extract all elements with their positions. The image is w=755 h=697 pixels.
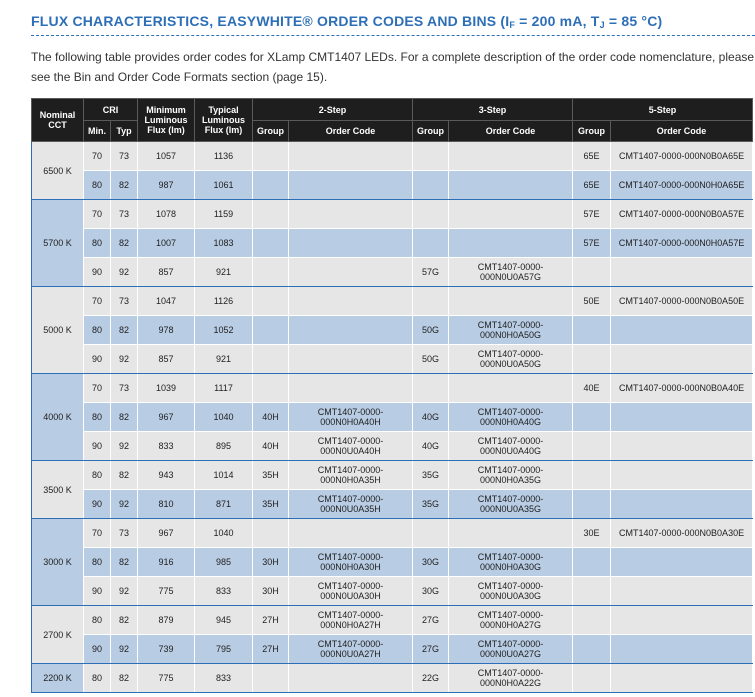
table-row — [32, 287, 753, 316]
cell-cri-min: 70 — [84, 142, 111, 171]
cell-cri-min: 90 — [84, 577, 111, 606]
cell-2-step-order-code: CMT1407-0000-000N0H0A35H — [289, 461, 413, 490]
cell-5-step-group — [573, 635, 611, 664]
cell-nominal-cct: 2700 K — [32, 606, 84, 664]
cell-3-step-order-code: CMT1407-0000-000N0H0A30G — [449, 548, 573, 577]
cell-5-step-order-code — [611, 490, 753, 519]
header-3-step: 3-Step — [413, 99, 573, 121]
cell-cri-min: 90 — [84, 258, 111, 287]
cell-5-step-order-code: CMT1407-0000-000N0B0A30E — [611, 519, 753, 548]
cell-2-step-group: 35H — [253, 490, 289, 519]
cell-3-step-group — [413, 200, 449, 229]
cell-cri-typ: 82 — [111, 548, 138, 577]
cell-min-flux: 879 — [138, 606, 195, 635]
cell-min-flux: 967 — [138, 403, 195, 432]
cell-cri-min: 90 — [84, 635, 111, 664]
cell-5-step-group: 40E — [573, 374, 611, 403]
table-row — [32, 461, 753, 490]
cell-min-flux: 1057 — [138, 142, 195, 171]
header-3-step-group: Group — [413, 121, 449, 142]
cell-typ-flux: 1083 — [195, 229, 253, 258]
table-row — [32, 664, 753, 693]
cell-min-flux: 857 — [138, 345, 195, 374]
cell-3-step-order-code: CMT1407-0000-000N0H0A27G — [449, 606, 573, 635]
cell-5-step-order-code: CMT1407-0000-000N0H0A57E — [611, 229, 753, 258]
cell-min-flux: 967 — [138, 519, 195, 548]
cell-3-step-group: 57G — [413, 258, 449, 287]
cell-cri-min: 80 — [84, 461, 111, 490]
cell-5-step-group — [573, 577, 611, 606]
cell-2-step-order-code: CMT1407-0000-000N0U0A30H — [289, 577, 413, 606]
cell-typ-flux: 1014 — [195, 461, 253, 490]
cell-3-step-group — [413, 287, 449, 316]
table-row — [32, 171, 753, 200]
cell-min-flux: 978 — [138, 316, 195, 345]
cell-3-step-group: 35G — [413, 461, 449, 490]
cell-cri-min: 80 — [84, 316, 111, 345]
cell-2-step-order-code: CMT1407-0000-000N0U0A35H — [289, 490, 413, 519]
header-cri-min: Min. — [84, 121, 111, 142]
cell-3-step-order-code — [449, 287, 573, 316]
table-body — [32, 142, 753, 693]
header-5-step: 5-Step — [573, 99, 753, 121]
cell-3-step-order-code: CMT1407-0000-000N0H0A40G — [449, 403, 573, 432]
cell-3-step-order-code: CMT1407-0000-000N0U0A50G — [449, 345, 573, 374]
cell-2-step-group — [253, 519, 289, 548]
cell-cri-typ: 92 — [111, 635, 138, 664]
cell-cri-min: 80 — [84, 229, 111, 258]
flux-order-code-table — [31, 98, 753, 693]
cell-typ-flux: 871 — [195, 490, 253, 519]
cell-3-step-group: 40G — [413, 403, 449, 432]
cell-cri-typ: 92 — [111, 258, 138, 287]
table-row — [32, 258, 753, 287]
header-5-step-group: Group — [573, 121, 611, 142]
cell-3-step-group: 35G — [413, 490, 449, 519]
cell-min-flux: 775 — [138, 664, 195, 693]
cell-2-step-group — [253, 258, 289, 287]
header-3-step-order-code: Order Code — [449, 121, 573, 142]
cell-5-step-order-code: CMT1407-0000-000N0B0A50E — [611, 287, 753, 316]
cell-cri-typ: 73 — [111, 142, 138, 171]
cell-cri-typ: 73 — [111, 200, 138, 229]
cell-cri-min: 70 — [84, 374, 111, 403]
cell-2-step-order-code — [289, 142, 413, 171]
cell-typ-flux: 1159 — [195, 200, 253, 229]
cell-5-step-group: 57E — [573, 200, 611, 229]
cell-3-step-group: 50G — [413, 345, 449, 374]
cell-3-step-group — [413, 229, 449, 258]
cell-nominal-cct: 6500 K — [32, 142, 84, 200]
header-2-step-order-code: Order Code — [289, 121, 413, 142]
cell-3-step-group: 27G — [413, 635, 449, 664]
table-row — [32, 577, 753, 606]
cell-nominal-cct: 5700 K — [32, 200, 84, 287]
cell-min-flux: 775 — [138, 577, 195, 606]
table-row — [32, 374, 753, 403]
cell-cri-min: 80 — [84, 548, 111, 577]
cell-cri-min: 90 — [84, 345, 111, 374]
cell-5-step-group: 30E — [573, 519, 611, 548]
cell-typ-flux: 895 — [195, 432, 253, 461]
cell-3-step-order-code: CMT1407-0000-000N0U0A30G — [449, 577, 573, 606]
cell-2-step-order-code — [289, 664, 413, 693]
cell-3-step-group: 30G — [413, 548, 449, 577]
cell-5-step-group — [573, 490, 611, 519]
cell-min-flux: 987 — [138, 171, 195, 200]
cell-3-step-order-code: CMT1407-0000-000N0H0A50G — [449, 316, 573, 345]
cell-cri-min: 80 — [84, 171, 111, 200]
header-nominal-cct: Nominal CCT — [32, 99, 84, 142]
cell-min-flux: 857 — [138, 258, 195, 287]
header-cri-typ: Typ — [111, 121, 138, 142]
table-row — [32, 548, 753, 577]
cell-2-step-group — [253, 171, 289, 200]
cell-cri-min: 80 — [84, 403, 111, 432]
cell-cri-typ: 92 — [111, 345, 138, 374]
cell-typ-flux: 833 — [195, 577, 253, 606]
cell-5-step-group — [573, 548, 611, 577]
table-row — [32, 200, 753, 229]
cell-3-step-group: 22G — [413, 664, 449, 693]
table-row — [32, 142, 753, 171]
cell-typ-flux: 985 — [195, 548, 253, 577]
header-cri: CRI — [84, 99, 138, 121]
table-row — [32, 519, 753, 548]
cell-typ-flux: 833 — [195, 664, 253, 693]
cell-5-step-group: 65E — [573, 171, 611, 200]
cell-2-step-group: 27H — [253, 635, 289, 664]
cell-typ-flux: 1136 — [195, 142, 253, 171]
cell-nominal-cct: 4000 K — [32, 374, 84, 461]
section-title: FLUX CHARACTERISTICS, EASYWHITE® ORDER CODES AND BINS ($I_F = 200$ mA, $T_J = 85$ °C) — [31, 13, 663, 30]
cell-5-step-order-code — [611, 432, 753, 461]
table-row — [32, 432, 753, 461]
cell-cri-min: 70 — [84, 200, 111, 229]
cell-2-step-group — [253, 664, 289, 693]
cell-3-step-group — [413, 171, 449, 200]
cell-min-flux: 943 — [138, 461, 195, 490]
header-2-step-group: Group — [253, 121, 289, 142]
cell-2-step-group — [253, 200, 289, 229]
cell-5-step-group — [573, 316, 611, 345]
cell-2-step-group — [253, 142, 289, 171]
cell-2-step-order-code — [289, 200, 413, 229]
cell-5-step-order-code — [611, 345, 753, 374]
cell-2-step-order-code: CMT1407-0000-000N0H0A30H — [289, 548, 413, 577]
cell-3-step-order-code: CMT1407-0000-000N0U0A57G — [449, 258, 573, 287]
cell-5-step-group — [573, 606, 611, 635]
cell-3-step-order-code — [449, 229, 573, 258]
cell-2-step-group — [253, 374, 289, 403]
cell-typ-flux: 1061 — [195, 171, 253, 200]
cell-3-step-order-code: CMT1407-0000-000N0H0A35G — [449, 461, 573, 490]
cell-cri-typ: 92 — [111, 432, 138, 461]
cell-min-flux: 1078 — [138, 200, 195, 229]
cell-2-step-order-code: CMT1407-0000-000N0H0A40H — [289, 403, 413, 432]
cell-cri-min: 90 — [84, 432, 111, 461]
table-row — [32, 345, 753, 374]
table-row — [32, 403, 753, 432]
cell-cri-typ: 92 — [111, 490, 138, 519]
cell-typ-flux: 1052 — [195, 316, 253, 345]
cell-typ-flux: 1117 — [195, 374, 253, 403]
cell-2-step-group — [253, 316, 289, 345]
cell-5-step-order-code — [611, 548, 753, 577]
cell-3-step-order-code: CMT1407-0000-000N0U0A27G — [449, 635, 573, 664]
cell-3-step-group: 40G — [413, 432, 449, 461]
cell-5-step-group — [573, 258, 611, 287]
cell-cri-typ: 82 — [111, 316, 138, 345]
cell-2-step-order-code — [289, 258, 413, 287]
intro-paragraph: The following table provides order codes for XLamp CMT1407 LEDs. For a complete description of the order code nomenclature, please see the Bin and Order Code Formats section (page 15). — [31, 50, 755, 84]
cell-2-step-order-code — [289, 287, 413, 316]
cell-5-step-order-code — [611, 577, 753, 606]
cell-typ-flux: 795 — [195, 635, 253, 664]
header-typ-flux: Typical Luminous Flux (lm) — [195, 99, 253, 142]
cell-5-step-order-code: CMT1407-0000-000N0B0A40E — [611, 374, 753, 403]
cell-typ-flux: 1040 — [195, 403, 253, 432]
cell-2-step-group: 40H — [253, 403, 289, 432]
title-divider — [31, 35, 755, 36]
cell-2-step-group: 30H — [253, 577, 289, 606]
cell-2-step-group: 30H — [253, 548, 289, 577]
cell-typ-flux: 1040 — [195, 519, 253, 548]
cell-cri-typ: 73 — [111, 374, 138, 403]
cell-5-step-order-code — [611, 461, 753, 490]
header-5-step-order-code: Order Code — [611, 121, 753, 142]
cell-cri-typ: 82 — [111, 606, 138, 635]
cell-min-flux: 1047 — [138, 287, 195, 316]
cell-3-step-group: 30G — [413, 577, 449, 606]
cell-5-step-order-code — [611, 403, 753, 432]
cell-2-step-order-code — [289, 316, 413, 345]
cell-cri-typ: 82 — [111, 171, 138, 200]
cell-cri-min: 90 — [84, 490, 111, 519]
cell-nominal-cct: 3500 K — [32, 461, 84, 519]
header-min-flux: Minimum Luminous Flux (lm) — [138, 99, 195, 142]
cell-nominal-cct: 2200 K — [32, 664, 84, 693]
cell-3-step-group: 27G — [413, 606, 449, 635]
cell-2-step-order-code — [289, 374, 413, 403]
cell-min-flux: 1039 — [138, 374, 195, 403]
cell-cri-typ: 82 — [111, 403, 138, 432]
cell-2-step-order-code — [289, 345, 413, 374]
cell-3-step-group: 50G — [413, 316, 449, 345]
cell-cri-min: 70 — [84, 287, 111, 316]
table-row — [32, 490, 753, 519]
cell-5-step-order-code: CMT1407-0000-000N0H0A65E — [611, 171, 753, 200]
cell-nominal-cct: 3000 K — [32, 519, 84, 606]
cell-3-step-order-code — [449, 374, 573, 403]
cell-3-step-group — [413, 142, 449, 171]
cell-2-step-group — [253, 287, 289, 316]
table-row — [32, 316, 753, 345]
cell-5-step-group: 50E — [573, 287, 611, 316]
cell-cri-typ: 92 — [111, 577, 138, 606]
cell-5-step-group — [573, 664, 611, 693]
cell-cri-min: 70 — [84, 519, 111, 548]
cell-2-step-group: 27H — [253, 606, 289, 635]
cell-5-step-group — [573, 461, 611, 490]
cell-2-step-group — [253, 229, 289, 258]
cell-3-step-group — [413, 519, 449, 548]
cell-cri-typ: 73 — [111, 519, 138, 548]
cell-5-step-order-code — [611, 316, 753, 345]
cell-cri-typ: 82 — [111, 664, 138, 693]
cell-min-flux: 1007 — [138, 229, 195, 258]
cell-3-step-order-code — [449, 171, 573, 200]
cell-3-step-order-code — [449, 519, 573, 548]
cell-typ-flux: 921 — [195, 345, 253, 374]
cell-5-step-group: 65E — [573, 142, 611, 171]
cell-2-step-group: 35H — [253, 461, 289, 490]
cell-3-step-order-code: CMT1407-0000-000N0U0A35G — [449, 490, 573, 519]
cell-5-step-order-code — [611, 664, 753, 693]
cell-5-step-order-code — [611, 258, 753, 287]
cell-min-flux: 810 — [138, 490, 195, 519]
cell-5-step-group — [573, 432, 611, 461]
cell-2-step-order-code — [289, 171, 413, 200]
cell-5-step-order-code: CMT1407-0000-000N0B0A57E — [611, 200, 753, 229]
cell-5-step-order-code: CMT1407-0000-000N0B0A65E — [611, 142, 753, 171]
cell-5-step-group — [573, 403, 611, 432]
cell-2-step-order-code — [289, 519, 413, 548]
cell-typ-flux: 921 — [195, 258, 253, 287]
cell-cri-min: 80 — [84, 606, 111, 635]
cell-5-step-group — [573, 345, 611, 374]
cell-cri-typ: 82 — [111, 229, 138, 258]
cell-3-step-order-code — [449, 200, 573, 229]
cell-2-step-group — [253, 345, 289, 374]
cell-5-step-order-code — [611, 635, 753, 664]
cell-cri-min: 80 — [84, 664, 111, 693]
table-row — [32, 635, 753, 664]
cell-2-step-order-code: CMT1407-0000-000N0U0A27H — [289, 635, 413, 664]
cell-3-step-order-code: CMT1407-0000-000N0H0A22G — [449, 664, 573, 693]
cell-5-step-order-code — [611, 606, 753, 635]
cell-min-flux: 739 — [138, 635, 195, 664]
cell-typ-flux: 945 — [195, 606, 253, 635]
cell-3-step-group — [413, 374, 449, 403]
cell-typ-flux: 1126 — [195, 287, 253, 316]
cell-2-step-group: 40H — [253, 432, 289, 461]
cell-cri-typ: 82 — [111, 461, 138, 490]
cell-2-step-order-code: CMT1407-0000-000N0U0A40H — [289, 432, 413, 461]
table-row — [32, 229, 753, 258]
header-2-step: 2-Step — [253, 99, 413, 121]
cell-min-flux: 916 — [138, 548, 195, 577]
cell-cri-typ: 73 — [111, 287, 138, 316]
table-row — [32, 606, 753, 635]
cell-2-step-order-code — [289, 229, 413, 258]
cell-min-flux: 833 — [138, 432, 195, 461]
cell-3-step-order-code: CMT1407-0000-000N0U0A40G — [449, 432, 573, 461]
cell-nominal-cct: 5000 K — [32, 287, 84, 374]
cell-3-step-order-code — [449, 142, 573, 171]
cell-5-step-group: 57E — [573, 229, 611, 258]
cell-2-step-order-code: CMT1407-0000-000N0H0A27H — [289, 606, 413, 635]
